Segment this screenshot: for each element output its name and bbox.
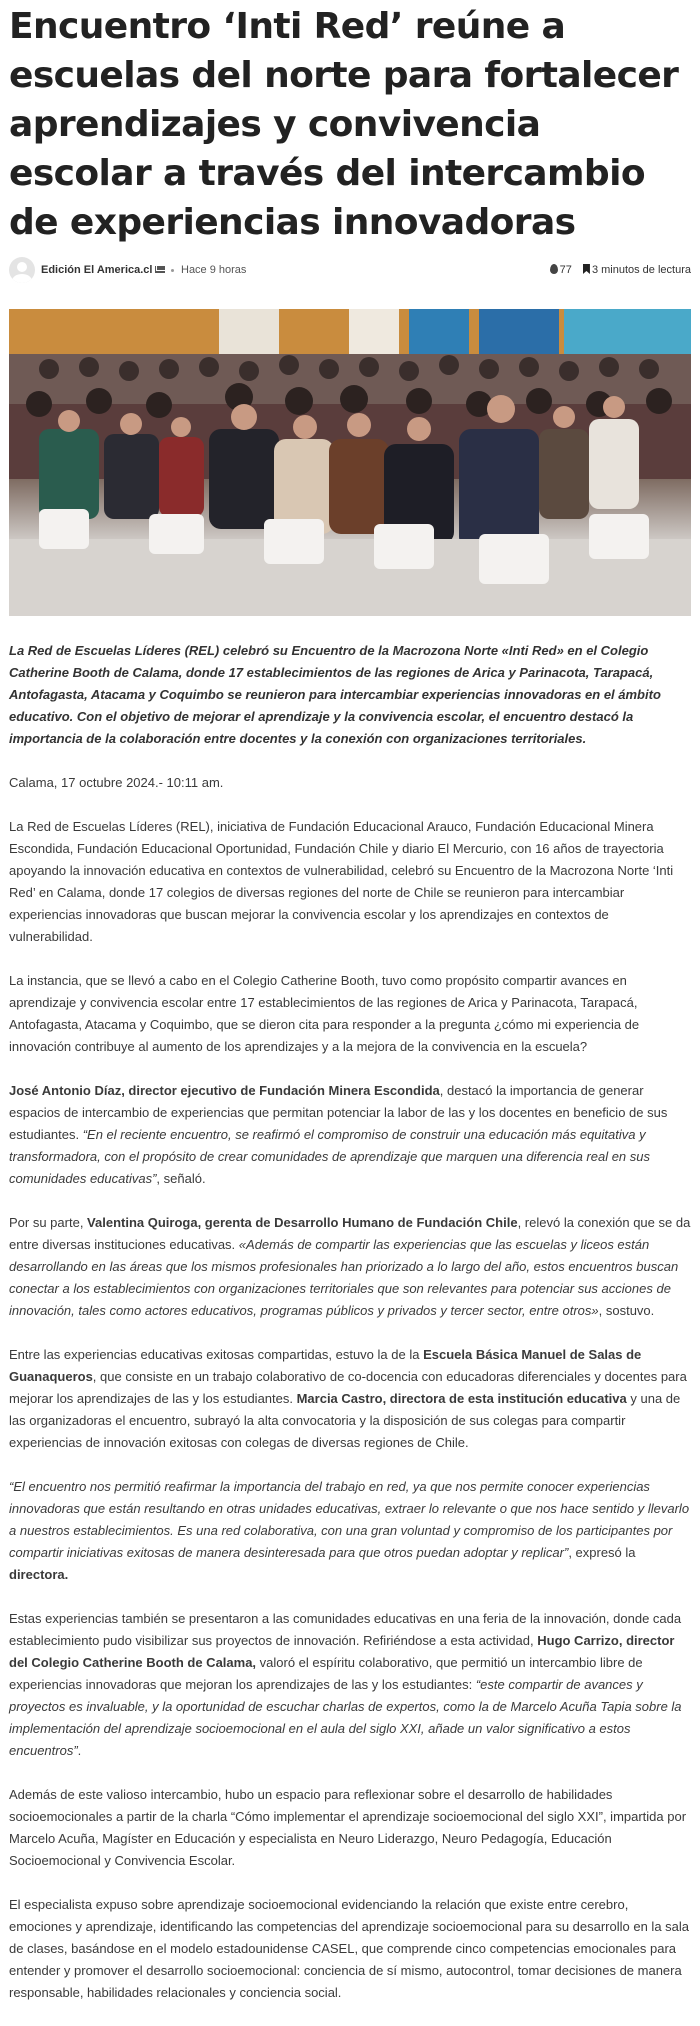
paragraph-5	[9, 1344, 691, 1454]
paragraph-6	[9, 1476, 691, 1586]
article-container	[9, 0, 691, 2026]
article-body	[9, 640, 691, 2004]
text: .	[77, 1743, 82, 1758]
user-avatar-icon[interactable]	[9, 257, 35, 283]
quote-text: “este compartir de avances y proyectos es invaluable, y la oportunidad de escuchar charlas de expertos, como la de Marcelo Acuña Tapia sobre la implementación del aprendizaje socioemocional en el aula del siglo XXI, añade un valor significativo a estos encuentros”	[9, 1677, 682, 1758]
bold-text: Marcia Castro, directora de esta institución educativa	[296, 1391, 627, 1406]
article-title: Encuentro ‘Inti Red’ reúne a escuelas del norte para fortalecer aprendizajes y convivencia escolar a través del intercambio de experiencias innovadoras	[9, 6, 679, 243]
article-stats	[550, 264, 691, 276]
paragraph-8: Además de este valioso intercambio, hubo un espacio para reflexionar sobre el desarrollo de habilidades socioemocionales a partir de la charla “Cómo implementar el aprendizaje socioemocional del siglo XXI”, impartida por Marcelo Acuña, Magíster en Educación y especialista en Neuro Liderazgo, Neuro Pedagogía, Educación Socioemocional y Convivencia Escolar.	[9, 1787, 687, 1868]
text: Por su parte,	[9, 1215, 88, 1230]
paragraph-2: La instancia, que se llevó a cabo en el Colegio Catherine Booth, tuvo como propósito compartir avances en aprendizaje y convivencia escolar entre 17 establecimientos de las regiones de Arica y Parinacota, Tarapacá, Antofagasta, Atacama y Coquimbo, que se dieron cita para responder a la pregunta ¿cómo mi experiencia de innovación contribuye al aumento de los aprendizajes y a la mejora de la convivencia en la escuela?	[9, 973, 640, 1054]
bold-text: José Antonio Díaz, director ejecutivo de Fundación Minera Escondida	[9, 1083, 440, 1098]
text: , sostuvo.	[598, 1303, 655, 1318]
bold-text: Escuela Básica Manuel de Salas de Guanaqueros	[9, 1347, 642, 1384]
paragraph-9: El especialista expuso sobre aprendizaje socioemocional evidenciando la relación que existe entre cerebro, emociones y aprendizaje, identificando las competencias del aprendizaje socioemocional para su desarrollo en la sala de clases, basándose en el modelo estadounidense CASEL, que comprende cinco competencias emocionales para entender y promover el desarrollo socioemocional: conciencia de sí mismo, autocontrol, tomar decisiones de manera responsable, habilidades relacionales y conciencia social.	[9, 1897, 690, 2000]
quote-text: “En el reciente encuentro, se reafirmó el compromiso de construir una educación más equitativa y transformadora, con el propósito de crear comunidades de aprendizaje que marquen una diferencia real en sus comunidades educativas”	[9, 1127, 650, 1186]
separator-dot	[171, 269, 174, 272]
text: , destacó la importancia de generar espacios de intercambio de experiencias que permitan potenciar la labor de las y los docentes en beneficio de sus estudiantes.	[9, 1083, 668, 1142]
text: , expresó la	[568, 1545, 636, 1560]
text: Entre las experiencias educativas exitosas compartidas, estuvo la de la	[9, 1347, 424, 1362]
dateline: Calama, 17 octubre 2024.- 10:11 am.	[9, 775, 224, 790]
paragraph-4	[9, 1212, 691, 1322]
text: , señaló.	[156, 1171, 206, 1186]
published-time: Hace 9 horas	[181, 264, 247, 276]
text: y una de las organizadoras el encuentro, subrayó la alta convocatoria y la disposición de sus colegas para compartir experiencias de innovación exitosas con colegas de diversas regiones de Chile.	[9, 1391, 681, 1450]
quote-text: «Además de compartir las experiencias que las escuelas y liceos están desarrollando en las áreas que los mismos profesionales han priorizado a lo largo del año, estos encuentros buscan conectar a los establecimientos con organizaciones territoriales que son relevantes para potenciar sus acciones de innovación, tales como actores educativos, programas públicos y privados y tercer sector, entre otros»	[9, 1237, 679, 1318]
bold-text: directora.	[9, 1567, 69, 1582]
quote-text: “El encuentro nos permitió reafirmar la importancia del trabajo en red, ya que nos permite conocer experiencias innovadoras que están resultando en otras unidades educativas, extraer lo relevante o que nos hace sentido y llevarlo a nuestros establecimientos. Es una red colaborativa, con una gran voluntad y compromiso de los participantes por compartir iniciativas exitosas de manera desinteresada para que otros puedan adoptar y replicar”	[9, 1479, 690, 1560]
hero-image	[9, 309, 691, 616]
bookmark-icon	[583, 264, 590, 274]
paragraph-1: La Red de Escuelas Líderes (REL), iniciativa de Fundación Educacional Arauco, Fundación Educacional Minera Escondida, Fundación Educacional Oportunidad, Fundación Chile y diario El Mercurio, con 16 años de trayectoria apoyando la innovación educativa en contextos de vulnerabilidad, celebró su Encuentro de la Macrozona Norte ‘Inti Red’ en Calama, donde 17 colegios de diversas regiones del norte de Chile se reunieron para intercambiar experiencias innovadoras que buscan mejorar la convivencia escolar y los aprendizajes en contextos de vulnerabilidad.	[9, 819, 674, 944]
flame-icon	[550, 264, 558, 274]
bold-text: Valentina Quiroga, gerenta de Desarrollo Humano de Fundación Chile	[87, 1215, 518, 1230]
article-lead: La Red de Escuelas Líderes (REL) celebró su Encuentro de la Macrozona Norte «Inti Red» en el Colegio Catherine Booth de Calama, donde 17 establecimientos de las regiones de Arica y Parinacota, Tarapacá, Antofagasta, Atacama y Coquimbo se reunieron para intercambiar experiencias innovadoras en el ámbito educativo. Con el objetivo de mejorar el aprendizaje y la convivencia escolar, el encuentro destacó la importancia de la colaboración entre docentes y la conexión con organizaciones territoriales.	[9, 643, 661, 746]
bold-text: Hugo Carrizo, director del Colegio Catherine Booth de Calama,	[9, 1633, 675, 1670]
author-link[interactable]	[41, 264, 165, 276]
read-time: 3 minutos de lectura	[591, 264, 691, 276]
text: valoró el espíritu colaborativo, que permitió un intercambio libre de experiencias innovadoras que mejoran los aprendizajes de las y los estudiantes:	[9, 1655, 643, 1692]
envelope-icon[interactable]	[155, 266, 165, 273]
text: , que consiste en un trabajo colaborativo de co-docencia con educadoras diferenciales y docentes para mejorar los aprendizajes de las y los estudiantes.	[9, 1369, 687, 1406]
paragraph-3	[9, 1080, 691, 1190]
paragraph-7	[9, 1608, 691, 1762]
text: , relevó la conexión que se da entre diversas instituciones educativas.	[9, 1215, 691, 1252]
views-count: 77	[559, 264, 572, 276]
author-name[interactable]: Edición El America.cl	[41, 264, 153, 276]
audience-photo	[9, 309, 691, 616]
text: Estas experiencias también se presentaron a las comunidades educativas en una feria de la innovación, donde cada establecimiento pudo visibilizar sus proyectos de innovación. Refiriéndose a esta actividad,	[9, 1611, 682, 1648]
article-meta	[9, 253, 691, 287]
